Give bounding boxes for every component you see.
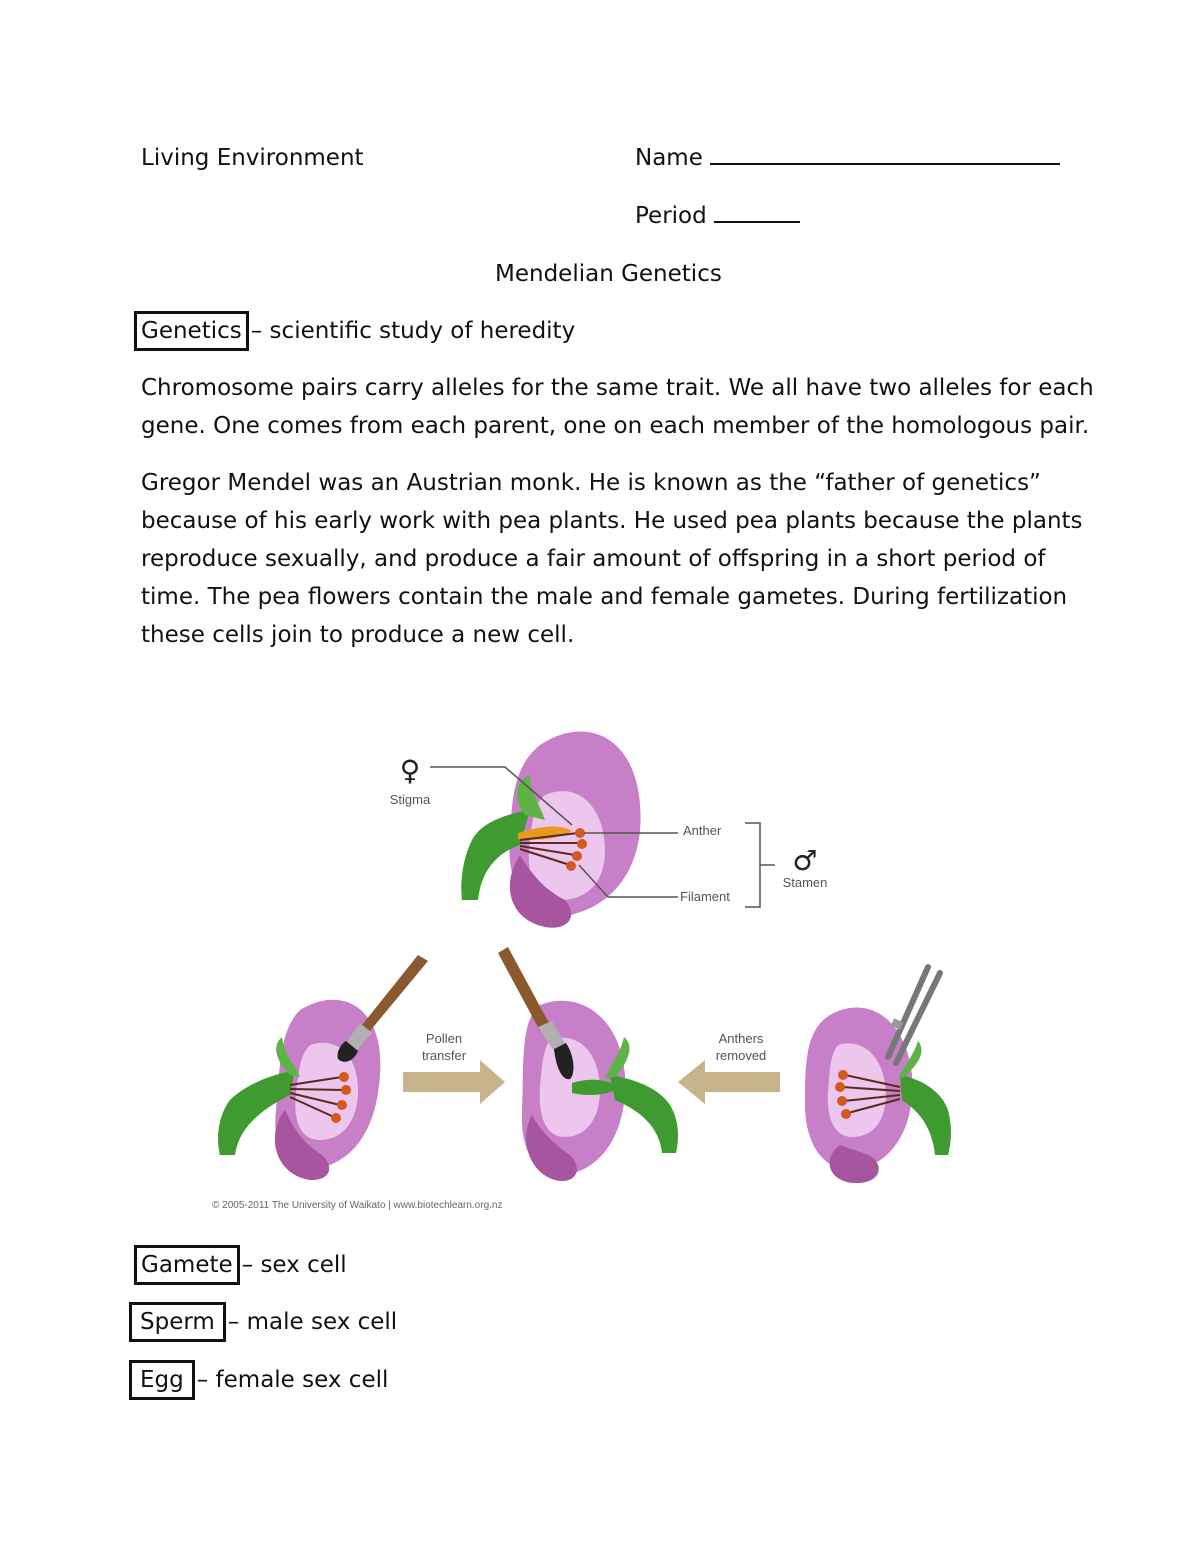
male-symbol: ♂ bbox=[792, 844, 818, 877]
right-flower bbox=[805, 1008, 951, 1184]
name-label: Name bbox=[635, 145, 703, 171]
name-blank[interactable] bbox=[710, 141, 1060, 165]
pollen-label-line1: Pollen bbox=[425, 1031, 463, 1046]
definition-sperm-text: – male sex cell bbox=[227, 1309, 398, 1335]
paragraph-line: time. The pea flowers contain the male and female gametes. During fertilization bbox=[141, 584, 1068, 610]
paragraph-line: Chromosome pairs carry alleles for the same trait. We all have two alleles for each bbox=[141, 375, 1094, 401]
paragraph-chromosomes bbox=[141, 369, 1094, 445]
definition-gamete-text: – sex cell bbox=[241, 1252, 347, 1278]
term-egg: Egg bbox=[129, 1360, 195, 1400]
term-genetics: Genetics bbox=[134, 311, 249, 351]
paragraph-line: these cells join to produce a new cell. bbox=[141, 622, 575, 648]
image-credit: © 2005-2011 The University of Waikato | www.biotechlearn.org.nz bbox=[212, 1200, 503, 1211]
anthers-removed-arrow-icon bbox=[678, 1060, 780, 1104]
period-label: Period bbox=[635, 203, 707, 229]
anthers-label-line1: Anthers bbox=[718, 1031, 764, 1046]
period-blank[interactable] bbox=[714, 199, 800, 223]
name-field[interactable] bbox=[635, 139, 1060, 177]
definition-egg-text: – female sex cell bbox=[196, 1367, 389, 1393]
stigma-label: Stigma bbox=[389, 792, 431, 807]
definition-genetics-text: – scientific study of heredity bbox=[250, 318, 576, 344]
term-sperm: Sperm bbox=[129, 1302, 226, 1342]
course-title: Living Environment bbox=[141, 145, 364, 171]
pollen-transfer-arrow-icon bbox=[403, 1060, 505, 1104]
definition-gamete bbox=[134, 1245, 347, 1285]
paragraph-line: reproduce sexually, and produce a fair amount of offspring in a short period of bbox=[141, 546, 1046, 572]
anther-label: Anther bbox=[683, 823, 722, 838]
anthers-label-line2: removed bbox=[715, 1048, 767, 1063]
pollen-label-line2: transfer bbox=[421, 1048, 467, 1063]
period-field[interactable] bbox=[635, 197, 800, 235]
filament-label: Filament bbox=[680, 889, 730, 904]
term-gamete: Gamete bbox=[134, 1245, 240, 1285]
paragraph-line: Gregor Mendel was an Austrian monk. He is known as the “father of genetics” bbox=[141, 470, 1041, 496]
definition-egg bbox=[129, 1360, 388, 1400]
female-symbol: ♀ bbox=[399, 754, 421, 787]
definition-genetics bbox=[134, 311, 575, 351]
worksheet-title: Mendelian Genetics bbox=[495, 261, 722, 287]
paragraph-line: gene. One comes from each parent, one on each member of the homologous pair. bbox=[141, 413, 1090, 439]
pea-flower-diagram bbox=[200, 715, 970, 1220]
left-flower bbox=[218, 1000, 380, 1180]
paragraph-line: because of his early work with pea plants. He used pea plants because the plants bbox=[141, 508, 1083, 534]
top-flower bbox=[461, 732, 640, 928]
definition-sperm bbox=[129, 1302, 397, 1342]
paragraph-mendel bbox=[141, 464, 1083, 654]
stamen-label: Stamen bbox=[782, 875, 828, 890]
